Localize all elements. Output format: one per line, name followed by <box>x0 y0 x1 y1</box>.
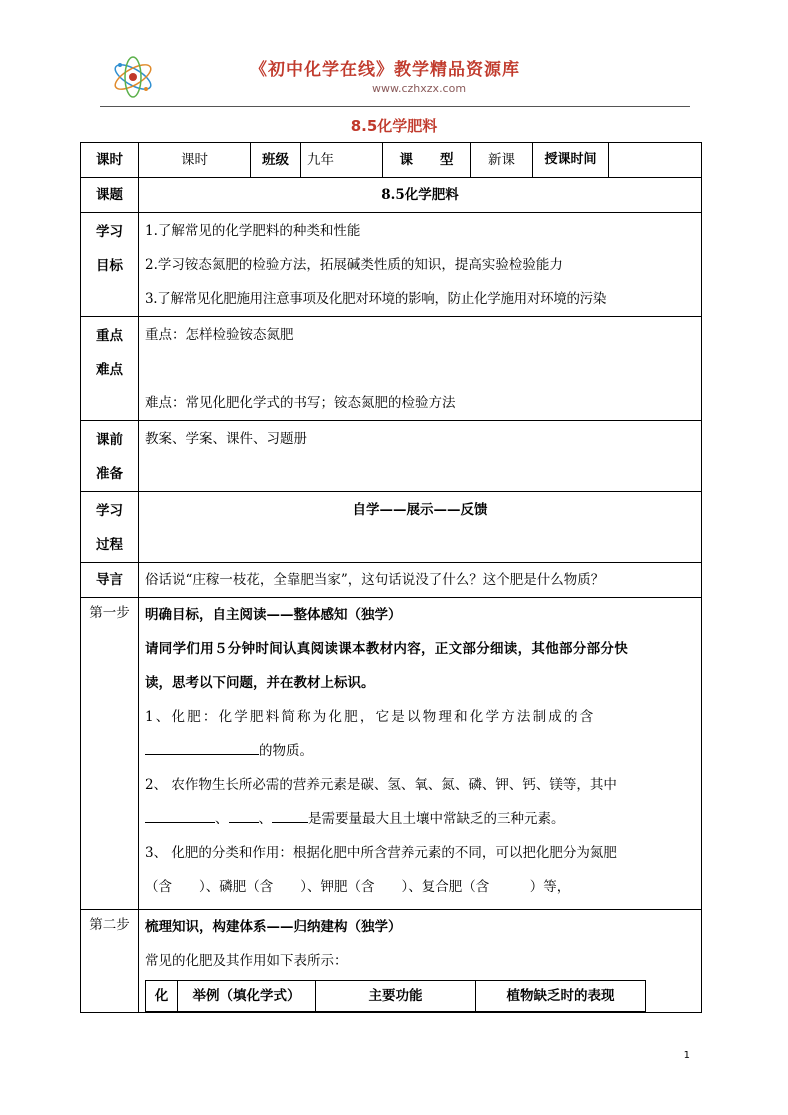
objective-item: 1.了解常见的化学肥料的种类和性能 <box>145 223 361 239</box>
intro-label: 导言 <box>81 563 139 598</box>
preparation-label-line2: 准备 <box>96 466 123 482</box>
fertilizer-table <box>145 980 646 1012</box>
question-3: 3、 化肥的分类和作用：根据化肥中所含营养元素的不同，可以把化肥分为氮肥 <box>145 845 617 861</box>
lesson-hours-value: 课时 <box>139 143 251 178</box>
preparation-label-line1: 课前 <box>96 432 123 448</box>
separator: 、 <box>215 811 229 827</box>
fill-blank[interactable] <box>229 808 259 823</box>
fill-blank[interactable] <box>145 808 215 823</box>
step2-heading: 梳理知识，构建体系——归纳建构（独学） <box>145 919 402 935</box>
lesson-time-label: 授课时间 <box>533 143 609 178</box>
objectives-content <box>139 213 702 317</box>
question-2-cont <box>145 802 695 836</box>
lesson-plan-table <box>80 142 702 1013</box>
lesson-time-value <box>609 143 702 178</box>
topic-value: 8.5化学肥料 <box>139 178 702 213</box>
step1-instruction: 读，思考以下问题，并在教材上标识。 <box>145 675 375 691</box>
question-1-cont <box>145 734 695 768</box>
step1-instruction: 请同学们用５分钟时间认真阅读课本教材内容，正文部分细读，其他部分部分快 <box>145 641 628 657</box>
document-title: 8.5化学肥料 <box>350 117 438 135</box>
separator: 、 <box>258 811 272 827</box>
preparation-value: 教案、学案、课件、习题册 <box>139 421 702 492</box>
lesson-hours-label: 课时 <box>81 143 139 178</box>
step1-content <box>139 598 702 910</box>
process-value: 自学——展示——反馈 <box>139 492 702 563</box>
fill-blank[interactable] <box>272 808 308 823</box>
process-row <box>81 492 702 563</box>
table-header-cell: 化 <box>146 981 178 1012</box>
question-1-tail: 的物质。 <box>259 743 313 759</box>
process-label <box>81 492 139 563</box>
key-points-label-line1: 重点 <box>96 328 123 344</box>
intro-row <box>81 563 702 598</box>
lesson-type-label: 课 型 <box>383 143 471 178</box>
banner-url: www.czhxzx.com <box>372 82 467 95</box>
table-header-cell: 植物缺乏时的表现 <box>476 981 646 1012</box>
atom-logo-icon <box>108 47 158 103</box>
objectives-row <box>81 213 702 317</box>
step2-content <box>139 910 702 1013</box>
fill-blank[interactable] <box>145 740 259 755</box>
process-label-line2: 过程 <box>96 537 123 553</box>
table-header-cell: 举例（填化学式） <box>178 981 316 1012</box>
process-label-line1: 学习 <box>96 503 123 519</box>
step2-intro: 常见的化肥及其作用如下表所示： <box>145 953 348 969</box>
question-3-cont: （含 ）、磷肥（含 ）、钾肥（含 ）、复合肥（含 ）等， <box>145 879 571 895</box>
lesson-type-value: 新课 <box>471 143 533 178</box>
header-banner <box>100 45 690 105</box>
spacer <box>145 352 695 386</box>
intro-value: 俗话说“庄稼一枝花，全靠肥当家”，这句话说没了什么？这个肥是什么物质？ <box>139 563 702 598</box>
preparation-row <box>81 421 702 492</box>
question-2-tail: 是需要量最大且土壤中常缺乏的三种元素。 <box>308 811 565 827</box>
key-points-label-line2: 难点 <box>96 362 123 378</box>
fertilizer-table-header <box>146 981 646 1012</box>
class-label: 班级 <box>251 143 301 178</box>
preparation-label <box>81 421 139 492</box>
question-2: 2、 农作物生长所必需的营养元素是碳、氢、氧、氮、磷、钾、钙、镁等，其中 <box>145 777 617 793</box>
class-value: 九年 <box>301 143 383 178</box>
table-header-cell: 主要功能 <box>316 981 476 1012</box>
topic-row <box>81 178 702 213</box>
step1-row <box>81 598 702 910</box>
key-points-label <box>81 317 139 421</box>
key-point: 重点：怎样检验铵态氮肥 <box>145 327 294 343</box>
key-points-content <box>139 317 702 421</box>
objectives-label-line1: 学习 <box>96 224 123 240</box>
objectives-label <box>81 213 139 317</box>
question-1: 1、化肥：化学肥料简称为化肥，它是以物理和化学方法制成的含 <box>145 709 596 725</box>
step2-label: 第二步 <box>81 910 139 1013</box>
header-divider <box>100 106 690 107</box>
key-points-row <box>81 317 702 421</box>
step2-row <box>81 910 702 1013</box>
page-number: 1 <box>683 1050 690 1061</box>
objectives-label-line2: 目标 <box>96 258 123 274</box>
objective-item: 2.学习铵态氮肥的检验方法，拓展碱类性质的知识，提高实验检验能力 <box>145 257 563 273</box>
difficult-point: 难点：常见化肥化学式的书写；铵态氮肥的检验方法 <box>145 395 456 411</box>
step1-label: 第一步 <box>81 598 139 910</box>
objective-item: 3.了解常见化肥施用注意事项及化肥对环境的影响，防止化学施用对环境的污染 <box>145 291 607 307</box>
topic-label: 课题 <box>81 178 139 213</box>
header-row <box>81 143 702 178</box>
step1-heading: 明确目标，自主阅读——整体感知（独学） <box>145 607 402 623</box>
banner-title: 《初中化学在线》教学精品资源库 <box>250 60 520 80</box>
